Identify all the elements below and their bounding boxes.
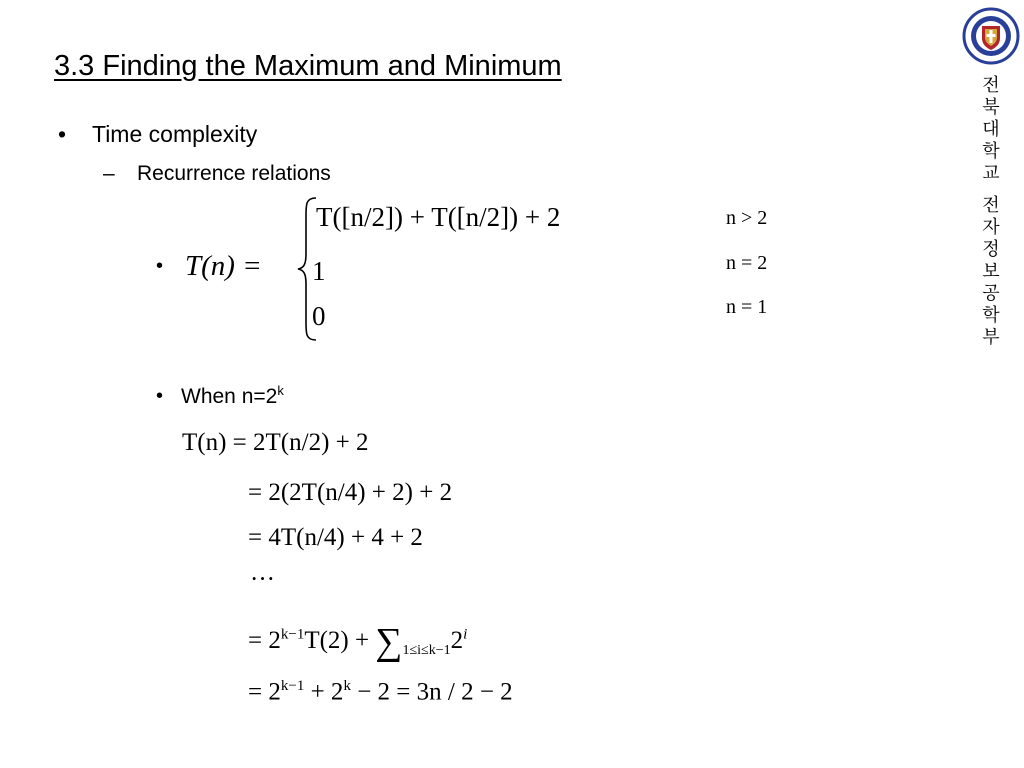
recurrence-case-1: T([n/2]) + T([n/2]) + 2	[316, 202, 561, 232]
recurrence-condition-2: n = 2	[726, 252, 768, 274]
line5-part-a: = 2	[248, 627, 281, 654]
bullet-dot: •	[58, 121, 67, 147]
university-seal-icon	[962, 6, 1020, 66]
when-condition	[181, 383, 284, 409]
line6-part-c: − 2 = 3n / 2 − 2	[350, 678, 513, 706]
line6-exponent: k−1	[280, 678, 305, 694]
derivation-line-1: T(n) = 2T(n/2) + 2	[182, 429, 369, 456]
vertical-char: 교	[982, 163, 1000, 184]
line5-part-c: 2	[450, 627, 464, 654]
line6-part-b: + 2	[304, 678, 344, 706]
vertical-char: 부	[982, 327, 1000, 348]
recurrence-condition-1: n > 2	[726, 207, 768, 229]
line6-exponent-2: k	[343, 678, 351, 694]
derivation-line-6	[248, 678, 513, 706]
line6-part-a: = 2	[248, 678, 281, 706]
vertical-char: 대	[982, 119, 1000, 140]
recurrence-case-3: 0	[312, 301, 326, 331]
line5-part-b: T(2) +	[304, 627, 376, 654]
derivation-line-4: ···	[250, 566, 275, 593]
when-bullet-dot: •	[156, 385, 164, 407]
vertical-char: 학	[982, 141, 1000, 162]
recurrence-case-2: 1	[312, 256, 326, 286]
sub-bullet-label: Recurrence relations	[137, 162, 331, 185]
formula-bullet-dot: •	[156, 255, 164, 277]
summation-range: 1≤i≤k−1	[402, 643, 451, 658]
summation-symbol: ∑	[375, 621, 403, 663]
slide-title: 3.3 Finding the Maximum and Minimum	[54, 50, 562, 82]
vertical-char: 공	[982, 283, 1000, 304]
line5-exponent-2: i	[463, 626, 468, 643]
vertical-char: 학	[982, 305, 1000, 326]
recurrence-condition-3: n = 1	[726, 296, 768, 318]
sub-bullet-recurrence	[103, 162, 331, 186]
line5-exponent: k−1	[280, 626, 305, 643]
derivation-line-2: = 2(2T(n/4) + 2) + 2	[248, 479, 453, 506]
sub-bullet-dash: –	[103, 162, 115, 185]
vertical-char: 전	[982, 75, 1000, 96]
sidebar-vertical-text	[978, 75, 1004, 349]
derivation-line-5	[248, 620, 467, 664]
vertical-char: 보	[982, 261, 1000, 282]
when-exponent: k	[277, 383, 284, 398]
when-label: When n=2	[181, 385, 278, 408]
vertical-char: 정	[982, 239, 1000, 260]
bullet-time-complexity	[58, 121, 257, 148]
bullet-label: Time complexity	[92, 121, 258, 147]
vertical-char: 북	[982, 97, 1000, 118]
derivation-line-3: = 4T(n/4) + 4 + 2	[248, 524, 423, 551]
vertical-char: 전	[982, 195, 1000, 216]
vertical-char: 자	[982, 217, 1000, 238]
recurrence-lhs: T(n) =	[185, 250, 262, 282]
